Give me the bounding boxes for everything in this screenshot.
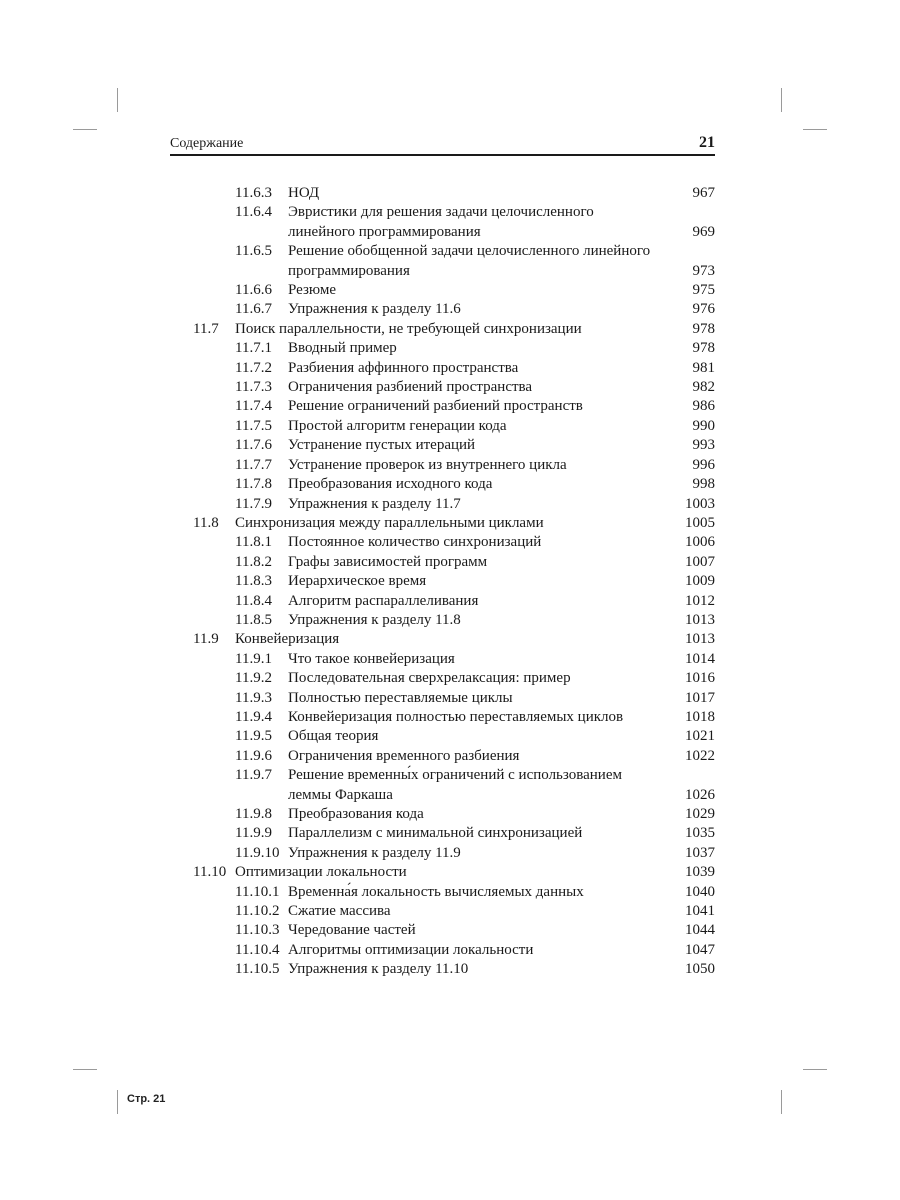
toc-page-number: 1017 — [685, 689, 715, 706]
toc-number: 11.7.2 — [235, 359, 272, 376]
toc-subsection[interactable] — [193, 300, 715, 319]
toc-subsection[interactable] — [193, 456, 715, 475]
toc-section[interactable] — [193, 630, 715, 649]
toc-body — [288, 960, 715, 979]
toc-title: Общая теория — [288, 728, 379, 745]
toc-number: 11.7 — [193, 320, 219, 337]
toc-subsection[interactable] — [193, 708, 715, 727]
toc-number: 11.9.7 — [235, 767, 272, 784]
toc-number: 11.7.7 — [235, 456, 272, 473]
toc-number: 11.8.3 — [235, 573, 272, 590]
toc-title: Упражнения к разделу 11.6 — [288, 301, 461, 318]
running-page-number: 21 — [699, 134, 715, 151]
toc-subsection[interactable] — [193, 417, 715, 436]
toc-page-number: 1016 — [685, 670, 715, 687]
toc-page-number: 1044 — [685, 922, 715, 939]
toc-body — [288, 727, 715, 746]
toc-title: Параллелизм с минимальной синхронизацией — [288, 825, 583, 842]
toc-page-number: 1012 — [685, 592, 715, 609]
toc-body — [288, 747, 715, 766]
toc-page-number: 1018 — [685, 708, 715, 725]
toc-title: Разбиения аффинного пространства — [288, 359, 519, 376]
toc-number: 11.6.7 — [235, 301, 272, 318]
toc-subsection[interactable] — [193, 242, 715, 281]
toc-number: 11.9.9 — [235, 825, 272, 842]
toc-subsection[interactable] — [193, 805, 715, 824]
toc-page-number: 969 — [692, 223, 715, 240]
toc-body — [235, 320, 715, 339]
toc-page-number: 1035 — [685, 825, 715, 842]
toc-body — [288, 669, 715, 688]
toc-title: Эвристики для решения задачи целочисленного линейного программирования — [288, 204, 594, 240]
toc-body — [288, 397, 715, 416]
toc-page-number: 1041 — [685, 903, 715, 920]
toc-title: Вводный пример — [288, 340, 397, 357]
toc-subsection[interactable] — [193, 359, 715, 378]
crop-mark-top-right — [781, 88, 782, 112]
toc-subsection[interactable] — [193, 475, 715, 494]
toc-subsection[interactable] — [193, 921, 715, 940]
toc-body — [288, 456, 715, 475]
crop-mark-bottom-left — [117, 1090, 118, 1114]
toc-subsection[interactable] — [193, 650, 715, 669]
toc-body — [288, 941, 715, 960]
toc-title: Решение ограничений разбиений пространств — [288, 398, 583, 415]
toc-body — [288, 844, 715, 863]
toc-page-number: 1014 — [685, 650, 715, 667]
toc-body — [288, 417, 715, 436]
toc-title: Постоянное количество синхронизаций — [288, 534, 542, 551]
toc-body — [288, 611, 715, 630]
toc-number: 11.8.1 — [235, 534, 272, 551]
toc-body — [288, 766, 715, 805]
toc-number: 11.9.5 — [235, 728, 272, 745]
toc-body — [288, 708, 715, 727]
toc-title: Конвейеризация — [235, 631, 340, 648]
toc-title: Последовательная сверхрелаксация: пример — [288, 670, 571, 687]
toc-body — [288, 203, 715, 242]
toc-page-number: 1050 — [685, 961, 715, 978]
toc-title: Сжатие массива — [288, 903, 391, 920]
toc-number: 11.7.3 — [235, 379, 272, 396]
toc-title: Конвейеризация полностью переставляемых циклов — [288, 708, 624, 725]
toc-title: Оптимизации локальности — [235, 864, 407, 881]
toc-title: Решение временны́х ограничений с использованием леммы Фаркаша — [288, 767, 622, 803]
toc-title: Устранение пустых итераций — [288, 437, 476, 454]
toc-body — [288, 883, 715, 902]
toc-number: 11.10.5 — [235, 961, 280, 978]
crop-mark-top-right-h — [803, 129, 827, 130]
toc-body — [288, 572, 715, 591]
header-rule — [170, 154, 715, 156]
toc-number: 11.7.6 — [235, 437, 272, 454]
toc-subsection[interactable] — [193, 592, 715, 611]
toc-subsection[interactable] — [193, 553, 715, 572]
toc-number: 11.6.4 — [235, 204, 272, 221]
toc-title: Упражнения к разделу 11.10 — [288, 961, 469, 978]
toc-subsection[interactable] — [193, 378, 715, 397]
toc-body — [235, 863, 715, 882]
toc-subsection[interactable] — [193, 611, 715, 630]
toc-body — [235, 630, 715, 649]
toc-list — [193, 184, 715, 980]
toc-page-number: 982 — [692, 379, 715, 396]
toc-title: Полностью переставляемые циклы — [288, 689, 513, 706]
running-title: Содержание — [170, 136, 244, 151]
toc-subsection[interactable] — [193, 203, 715, 242]
toc-page-number: 1047 — [685, 941, 715, 958]
crop-mark-bottom-right-h — [803, 1069, 827, 1070]
toc-body — [288, 359, 715, 378]
toc-title: Упражнения к разделу 11.7 — [288, 495, 461, 512]
crop-mark-bottom-right — [781, 1090, 782, 1114]
toc-page-number: 993 — [692, 437, 715, 454]
toc-subsection[interactable] — [193, 495, 715, 514]
toc-title: Простой алгоритм генерации кода — [288, 417, 507, 434]
toc-title: Алгоритмы оптимизации локальности — [288, 941, 534, 958]
toc-subsection[interactable] — [193, 902, 715, 921]
toc-page-number: 973 — [692, 262, 715, 279]
footer-page-label: Стр. 21 — [127, 1093, 166, 1105]
toc-number: 11.8.4 — [235, 592, 272, 609]
toc-number: 11.8.2 — [235, 553, 272, 570]
toc-subsection[interactable] — [193, 184, 715, 203]
toc-subsection[interactable] — [193, 844, 715, 863]
toc-title: Резюме — [288, 282, 337, 299]
toc-page-number: 1026 — [685, 786, 715, 803]
toc-number: 11.9 — [193, 631, 219, 648]
toc-body — [288, 650, 715, 669]
toc-subsection[interactable] — [193, 727, 715, 746]
toc-page-number: 986 — [692, 398, 715, 415]
running-head — [170, 134, 715, 154]
toc-page-number: 975 — [692, 282, 715, 299]
toc-body — [288, 300, 715, 319]
toc-page-number: 1037 — [685, 844, 715, 861]
toc-body — [288, 495, 715, 514]
toc-body — [235, 514, 715, 533]
toc-body — [288, 805, 715, 824]
toc-title: Решение обобщенной задачи целочисленного линейного программирования — [288, 243, 651, 279]
toc-number: 11.9.10 — [235, 844, 280, 861]
toc-body — [288, 281, 715, 300]
toc-title: Синхронизация между параллельными циклами — [235, 514, 544, 531]
toc-title: Преобразования кода — [288, 806, 424, 822]
toc-body — [288, 339, 715, 358]
toc-body — [288, 689, 715, 708]
toc-title: Упражнения к разделу 11.8 — [288, 611, 461, 628]
toc-page-number: 978 — [692, 320, 715, 337]
toc-title: Поиск параллельности, не требующей синхронизации — [235, 320, 582, 337]
toc-number: 11.8 — [193, 514, 219, 531]
toc-number: 11.9.4 — [235, 708, 272, 725]
toc-page-number: 981 — [692, 359, 715, 376]
toc-subsection[interactable] — [193, 572, 715, 591]
toc-title: Преобразования исходного кода — [288, 476, 493, 493]
toc-subsection[interactable] — [193, 747, 715, 766]
toc-number: 11.9.1 — [235, 650, 272, 667]
toc-page-number: 1003 — [685, 495, 715, 512]
toc-subsection[interactable] — [193, 960, 715, 979]
toc-page-number: 1007 — [685, 553, 715, 570]
toc-title: Графы зависимостей программ — [288, 553, 488, 570]
toc-page-number: 976 — [692, 301, 715, 318]
toc-page-number: 1021 — [685, 728, 715, 745]
toc-subsection[interactable] — [193, 397, 715, 416]
toc-body — [288, 475, 715, 494]
toc-section[interactable] — [193, 320, 715, 339]
toc-title: Чередование частей — [288, 922, 416, 939]
toc-subsection[interactable] — [193, 669, 715, 688]
crop-mark-top-left — [117, 88, 118, 112]
toc-number: 11.10.1 — [235, 883, 280, 900]
toc-subsection[interactable] — [193, 281, 715, 300]
toc-title: Устранение проверок из внутреннего цикла — [288, 456, 567, 473]
toc-number: 11.7.8 — [235, 476, 272, 493]
toc-title: Что такое конвейеризация — [288, 650, 455, 667]
toc-body — [288, 242, 715, 281]
toc-number: 11.10.4 — [235, 941, 280, 958]
toc-page-number: 996 — [692, 456, 715, 473]
toc-number: 11.7.9 — [235, 495, 272, 512]
toc-page-number: 1013 — [685, 631, 715, 648]
toc-number: 11.6.5 — [235, 243, 272, 260]
toc-number: 11.10 — [193, 864, 227, 881]
toc-page-number: 1022 — [685, 747, 715, 764]
toc-number: 11.6.6 — [235, 282, 272, 299]
toc-title: Упражнения к разделу 11.9 — [288, 844, 461, 861]
toc-title: Ограничения временного разбиения — [288, 747, 520, 764]
toc-page-number: 1039 — [685, 864, 715, 881]
toc-title: Иерархическое время — [288, 573, 427, 590]
toc-page-number: 978 — [692, 340, 715, 357]
toc-title: Ограничения разбиений пространства — [288, 379, 533, 396]
toc-page-number: 967 — [692, 185, 715, 201]
toc-number: 11.9.2 — [235, 670, 272, 687]
toc-subsection[interactable] — [193, 339, 715, 358]
toc-body — [288, 184, 715, 203]
toc-body — [288, 592, 715, 611]
toc-subsection[interactable] — [193, 824, 715, 843]
toc-number: 11.9.3 — [235, 689, 272, 706]
toc-page-number: 1013 — [685, 611, 715, 628]
crop-mark-top-left-h — [73, 129, 97, 130]
toc-subsection[interactable] — [193, 766, 715, 805]
toc-number: 11.7.5 — [235, 417, 272, 434]
toc-title: НОД — [288, 185, 320, 201]
toc-subsection[interactable] — [193, 533, 715, 552]
toc-number: 11.10.2 — [235, 903, 280, 920]
crop-mark-bottom-left-h — [73, 1069, 97, 1070]
toc-body — [288, 533, 715, 552]
toc-page-number: 1009 — [685, 573, 715, 590]
toc-body — [288, 902, 715, 921]
toc-body — [288, 436, 715, 455]
toc-number: 11.7.4 — [235, 398, 272, 415]
toc-number: 11.8.5 — [235, 611, 272, 628]
toc-title: Временна́я локальность вычисляемых данных — [288, 883, 584, 900]
toc-number: 11.9.6 — [235, 747, 272, 764]
toc-page-number: 990 — [692, 417, 715, 434]
toc-page-number: 1006 — [685, 534, 715, 551]
toc-page-number: 998 — [692, 476, 715, 493]
toc-subsection[interactable] — [193, 883, 715, 902]
toc-subsection[interactable] — [193, 941, 715, 960]
toc-number: 11.10.3 — [235, 922, 280, 939]
toc-page-number: 1029 — [685, 806, 715, 822]
toc-number: 11.6.3 — [235, 185, 272, 201]
toc-body — [288, 824, 715, 843]
toc-section[interactable] — [193, 863, 715, 882]
toc-body — [288, 553, 715, 572]
toc-subsection[interactable] — [193, 689, 715, 708]
toc-page-number: 1040 — [685, 883, 715, 900]
toc-number: 11.7.1 — [235, 340, 272, 357]
toc-section[interactable] — [193, 514, 715, 533]
toc-body — [288, 378, 715, 397]
toc-body — [288, 921, 715, 940]
toc-number: 11.9.8 — [235, 806, 272, 822]
toc-page-number: 1005 — [685, 514, 715, 531]
toc-subsection[interactable] — [193, 436, 715, 455]
toc-title: Алгоритм распараллеливания — [288, 592, 479, 609]
